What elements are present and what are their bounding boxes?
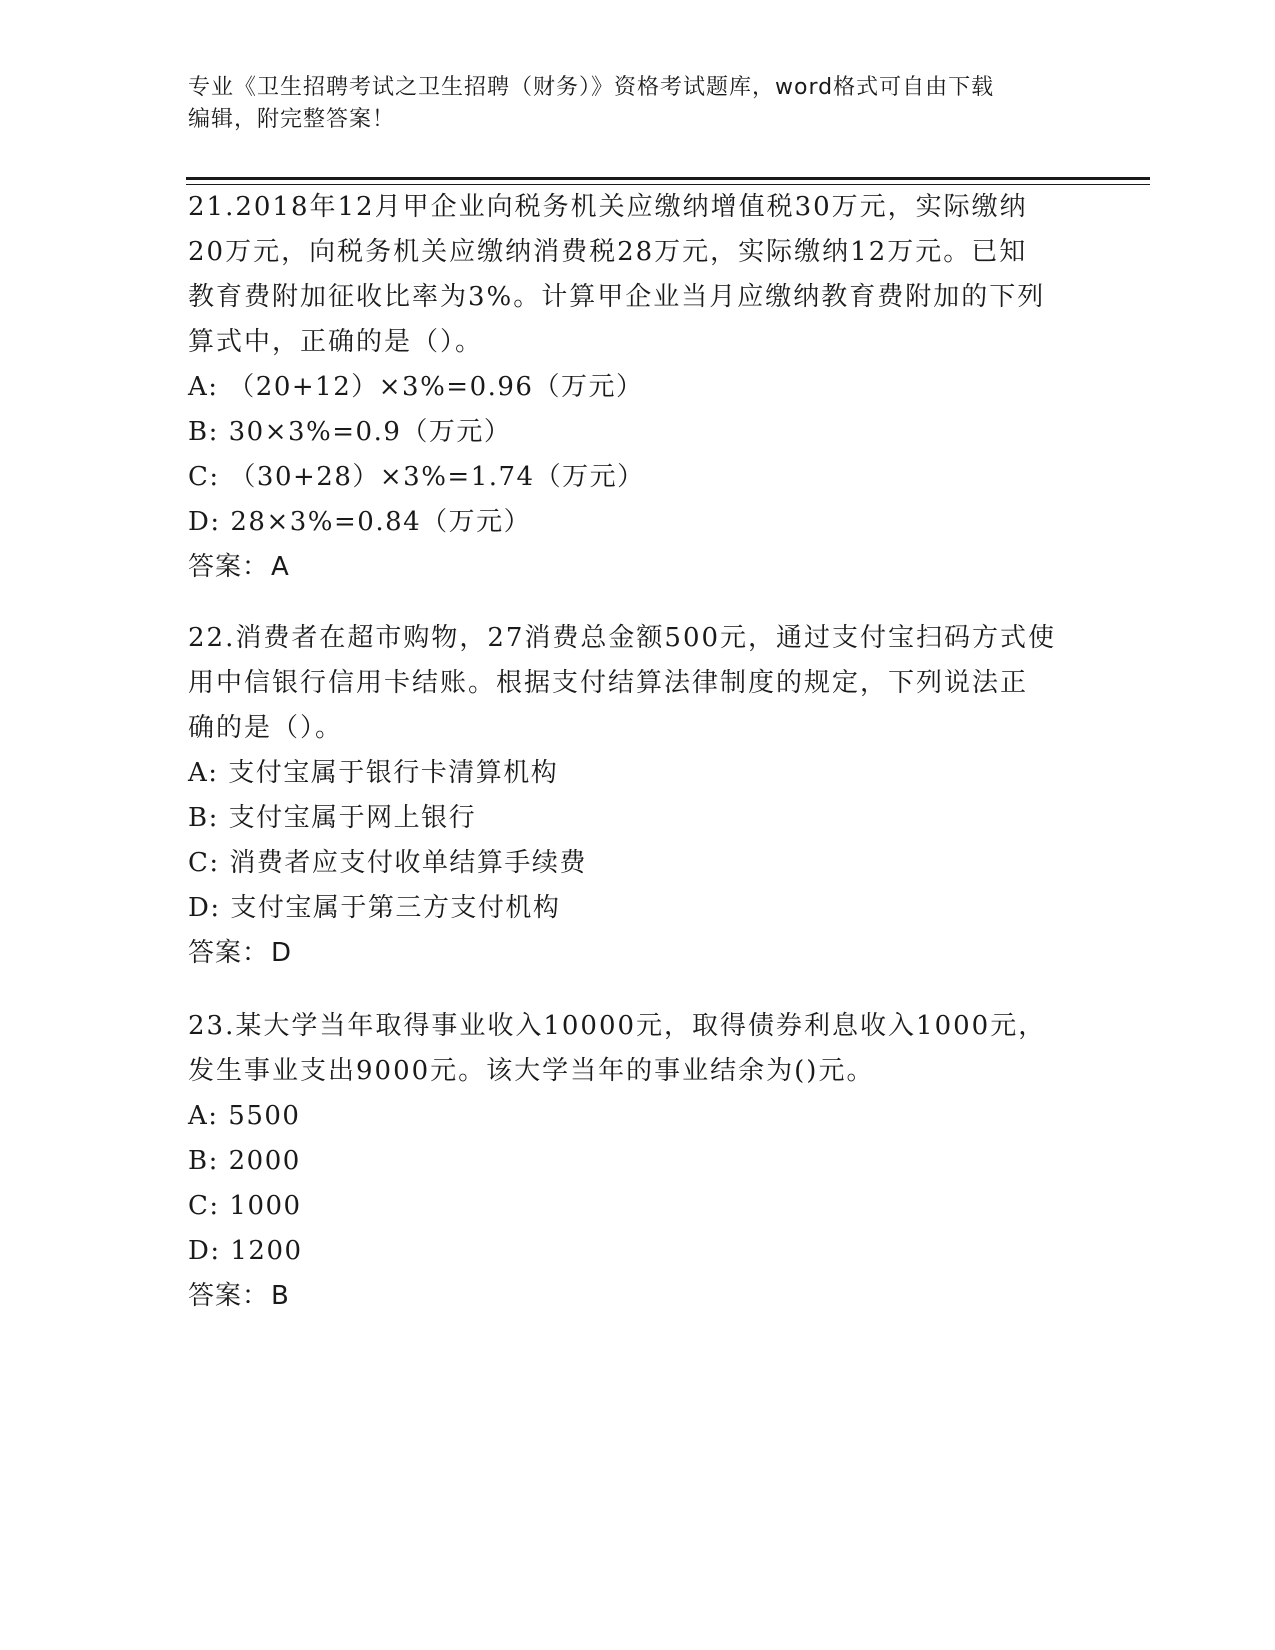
header-divider-thick bbox=[186, 177, 1150, 180]
header-line-1: 专业《卫生招聘考试之卫生招聘（财务）》资格考试题库，word格式可自由下载 bbox=[188, 75, 995, 100]
option-b: B: 30×3%=0.9（万元） bbox=[188, 417, 512, 447]
question-stem-line: 发生事业支出9000元。该大学当年的事业结余为()元。 bbox=[188, 1056, 875, 1086]
question-stem-line: 23.某大学当年取得事业收入10000元，取得债券利息收入1000元， bbox=[188, 1011, 1047, 1041]
answer-label: 答案： bbox=[188, 552, 270, 582]
answer-label: 答案： bbox=[188, 1281, 270, 1311]
answer-line bbox=[188, 545, 1088, 590]
answer-line bbox=[188, 931, 1088, 976]
question-stem-line: 教育费附加征收比率为3%。计算甲企业当月应缴纳教育费附加的下列 bbox=[188, 282, 1046, 312]
option-c: C: （30+28）×3%=1.74（万元） bbox=[188, 462, 645, 492]
answer-line bbox=[188, 1274, 1088, 1319]
option-d: D: 28×3%=0.84（万元） bbox=[188, 507, 532, 537]
question-22 bbox=[188, 616, 1088, 976]
option-d: D: 支付宝属于第三方支付机构 bbox=[188, 893, 561, 923]
document-header bbox=[188, 72, 1088, 136]
option-a: A: 5500 bbox=[188, 1101, 301, 1131]
option-d: D: 1200 bbox=[188, 1236, 303, 1266]
question-stem-line: 21.2018年12月甲企业向税务机关应缴纳增值税30万元，实际缴纳 bbox=[188, 192, 1028, 222]
header-line-2: 编辑，附完整答案！ bbox=[188, 107, 396, 132]
option-c: C: 消费者应支付收单结算手续费 bbox=[188, 848, 587, 878]
question-stem-line: 20万元，向税务机关应缴纳消费税28万元，实际缴纳12万元。已知 bbox=[188, 237, 1028, 267]
answer-value: D bbox=[271, 938, 293, 968]
answer-value: A bbox=[271, 552, 290, 582]
answer-value: B bbox=[271, 1281, 290, 1311]
option-c: C: 1000 bbox=[188, 1191, 302, 1221]
question-23 bbox=[188, 1004, 1088, 1319]
question-21 bbox=[188, 185, 1088, 590]
option-b: B: 2000 bbox=[188, 1146, 301, 1176]
option-a: A: （20+12）×3%=0.96（万元） bbox=[188, 372, 644, 402]
question-stem-line: 确的是（）。 bbox=[188, 713, 344, 743]
question-stem-line: 算式中，正确的是（）。 bbox=[188, 327, 484, 357]
option-b: B: 支付宝属于网上银行 bbox=[188, 803, 477, 833]
question-stem-line: 22.消费者在超市购物，27消费总金额500元，通过支付宝扫码方式使 bbox=[188, 623, 1057, 653]
question-stem-line: 用中信银行信用卡结账。根据支付结算法律制度的规定，下列说法正 bbox=[188, 668, 1029, 698]
option-a: A: 支付宝属于银行卡清算机构 bbox=[188, 758, 559, 788]
answer-label: 答案： bbox=[188, 938, 270, 968]
